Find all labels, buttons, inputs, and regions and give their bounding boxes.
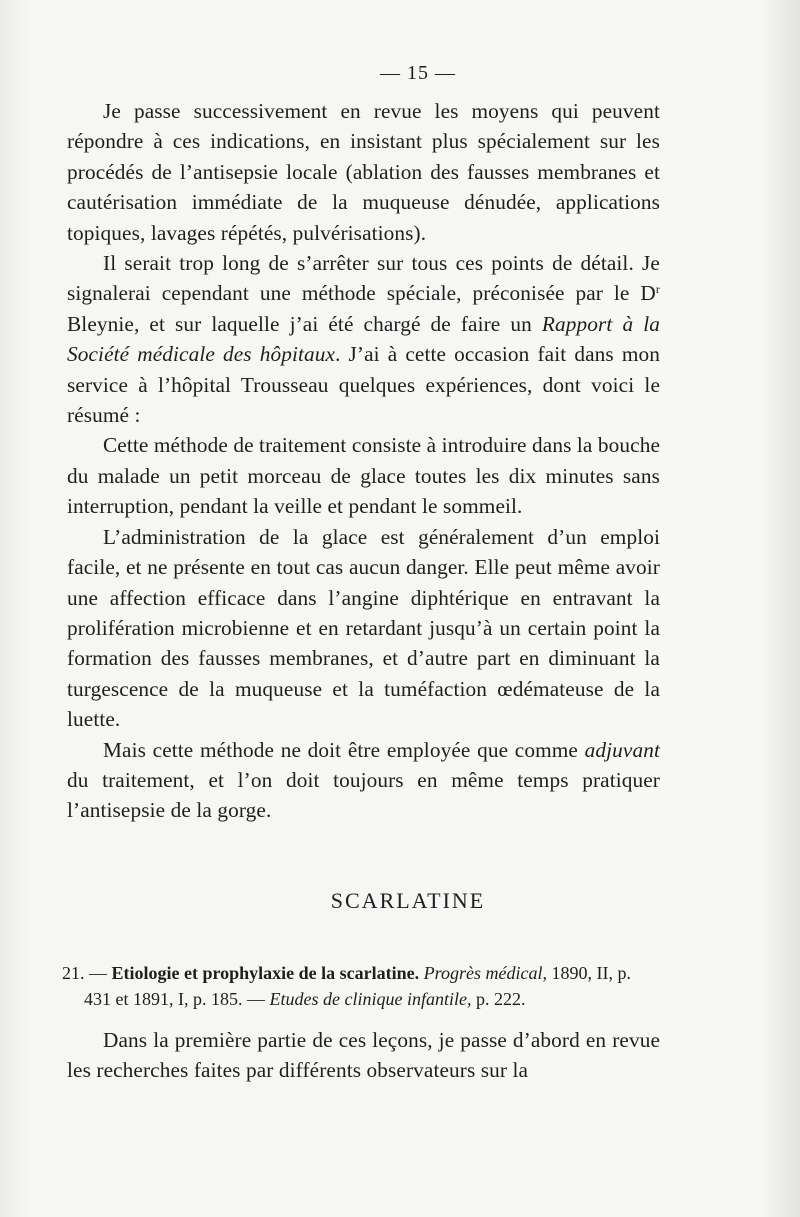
section-heading: SCARLATINE <box>330 888 486 913</box>
superscript: r <box>655 282 660 297</box>
paragraph-ice-administration: L’administration de la glace est généralement d’un emploi facile, et ne présente en tout cas aucun danger. Elle peut même avoir une affection efficace dans l’angine diphtérique en entravant la prolifération microbienne et en retardant jusqu’à un certain point la formation des fausses membranes, et d’autre part en diminuant la turgescence de la muqueuse et la tuméfaction œdémateuse de la luette. <box>67 524 660 732</box>
reference-citation: 1890, II, p. 431 et 1891, I, p. 185. — <box>84 963 631 1009</box>
page-number: — 15 — <box>380 62 456 84</box>
paragraph-ice-method: Cette méthode de traitement consiste à introduire dans la bouche du malade un petit morceau de glace toutes les dix minutes sans interruption, pendant la veille et pendant le sommeil. <box>67 433 660 519</box>
reference-title: Etiologie et prophylaxie de la scarlatine. <box>111 963 420 983</box>
paragraph-antisepsie: Je passe successivement en revue les moyens qui peuvent répondre à ces indications, en insistant plus spécialement sur les procédés de l’antisepsie locale (ablation des fausses membranes et cautérisation immédiate de la muqueuse dénudée, applications topiques, lavages répétés, pulvérisations). <box>67 99 660 245</box>
italic-title: Rapport à la Société médicale des hôpitaux <box>67 311 660 367</box>
paragraph-text: Il serait trop long de s’arrêter sur tous ces points de détail. Je signalerai cependant une méthode spéciale, préconisée par le D <box>67 251 660 306</box>
paragraph-text: Mais cette méthode ne doit être employée que comme <box>103 737 585 762</box>
reference-pages: p. 222. <box>471 989 526 1009</box>
paragraph-lessons: Dans la première partie de ces leçons, je passe d’abord en revue les recherches faites par différents observateurs sur la <box>67 1028 660 1083</box>
body-text-top <box>67 96 660 826</box>
paragraph-adjuvant <box>67 735 660 826</box>
reference-number: 21. <box>62 963 85 983</box>
paragraph-bleynie-method <box>67 248 660 430</box>
reference-journal: Progrès médical, <box>423 963 547 983</box>
paragraph-text: Bleynie, et sur laquelle j’ai été chargé de faire un <box>67 311 542 336</box>
bibliographic-reference <box>62 960 660 1012</box>
body-text-bottom <box>67 1025 660 1086</box>
paragraph-text: du traitement, et l’on doit toujours en même temps pratiquer l’antisepsie de la gorge. <box>67 767 660 823</box>
reference-book: Etudes de clinique infantile, <box>269 989 472 1009</box>
reference-dash: — <box>84 963 112 983</box>
italic-word: adjuvant <box>584 737 660 762</box>
paragraph-text: . J’ai à cette occasion fait dans mon service à l’hôpital Trousseau quelques expériences, dont voici le résumé : <box>67 342 660 428</box>
